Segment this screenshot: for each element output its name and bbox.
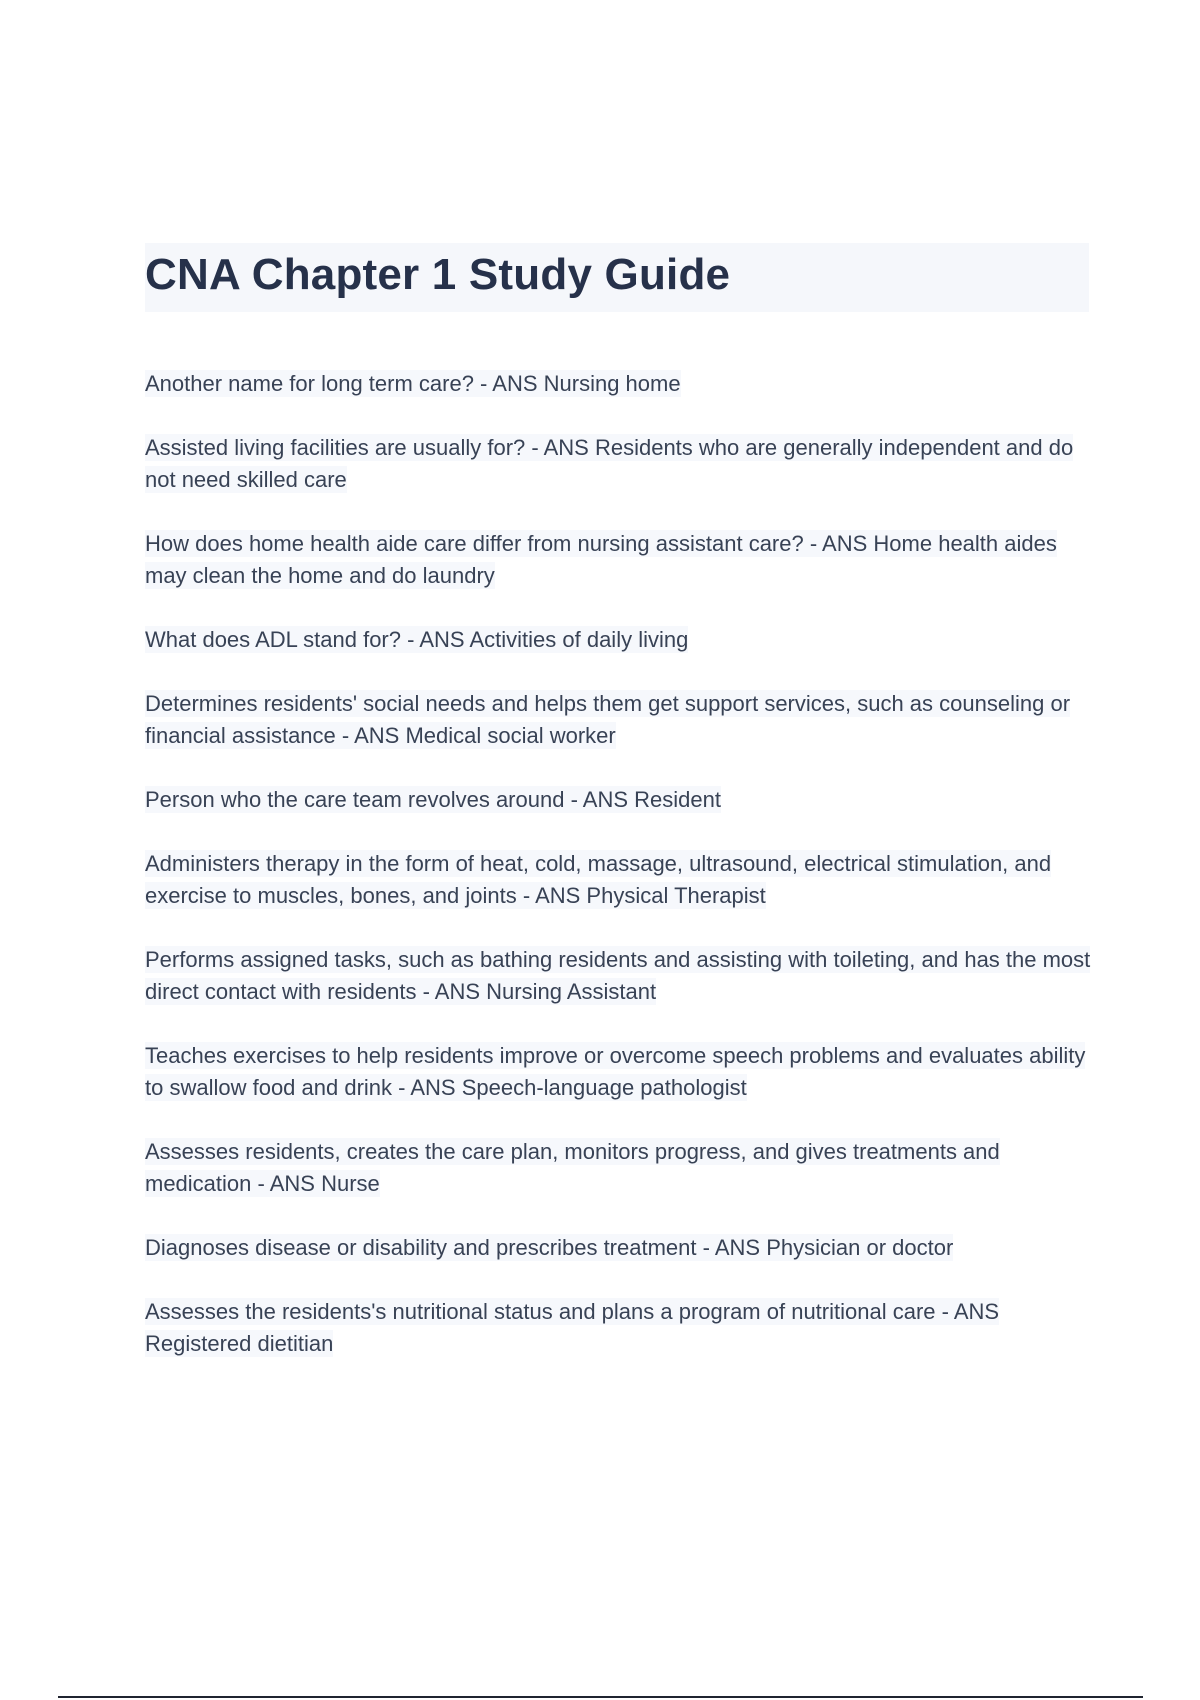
qa-item: [145, 1232, 1095, 1264]
qa-text: Determines residents' social needs and helps them get support services, such as counseling or financial assistance - ANS Medical social worker: [145, 691, 1071, 748]
qa-text: How does home health aide care differ from nursing assistant care? - ANS Home health aides may clean the home and do laundry: [145, 531, 1057, 588]
qa-item: [145, 1296, 1095, 1360]
qa-item: [145, 368, 1095, 400]
qa-text: Assesses residents, creates the care plan, monitors progress, and gives treatments and medication - ANS Nurse: [145, 1139, 1000, 1196]
qa-item: [145, 944, 1095, 1008]
qa-text: Performs assigned tasks, such as bathing residents and assisting with toileting, and has the most direct contact with residents - ANS Nursing Assistant: [145, 947, 1091, 1004]
qa-text: Assisted living facilities are usually for? - ANS Residents who are generally independent and do not need skilled care: [145, 435, 1074, 492]
qa-text: Another name for long term care? - ANS Nursing home: [145, 371, 681, 396]
qa-text: Assesses the residents's nutritional status and plans a program of nutritional care - ANS Registered dietitian: [145, 1299, 1000, 1356]
qa-text: Diagnoses disease or disability and prescribes treatment - ANS Physician or doctor: [145, 1235, 954, 1260]
qa-text: Administers therapy in the form of heat, cold, massage, ultrasound, electrical stimulation, and exercise to muscles, bones, and joints - ANS Physical Therapist: [145, 851, 1052, 908]
qa-item: [145, 528, 1095, 592]
title-band: [145, 243, 1089, 312]
qa-text: Person who the care team revolves around - ANS Resident: [145, 787, 721, 812]
qa-item: [145, 784, 1095, 816]
qa-list: [145, 368, 1095, 1392]
qa-item: [145, 1136, 1095, 1200]
qa-text: Teaches exercises to help residents improve or overcome speech problems and evaluates ability to swallow food and drink - ANS Speech-language pathologist: [145, 1043, 1086, 1100]
qa-item: [145, 1040, 1095, 1104]
bottom-rule: [58, 1696, 1143, 1698]
qa-item: [145, 688, 1095, 752]
qa-item: [145, 848, 1095, 912]
qa-item: [145, 432, 1095, 496]
qa-item: [145, 624, 1095, 656]
page-title: CNA Chapter 1 Study Guide: [145, 250, 731, 299]
qa-text: What does ADL stand for? - ANS Activities of daily living: [145, 627, 689, 652]
